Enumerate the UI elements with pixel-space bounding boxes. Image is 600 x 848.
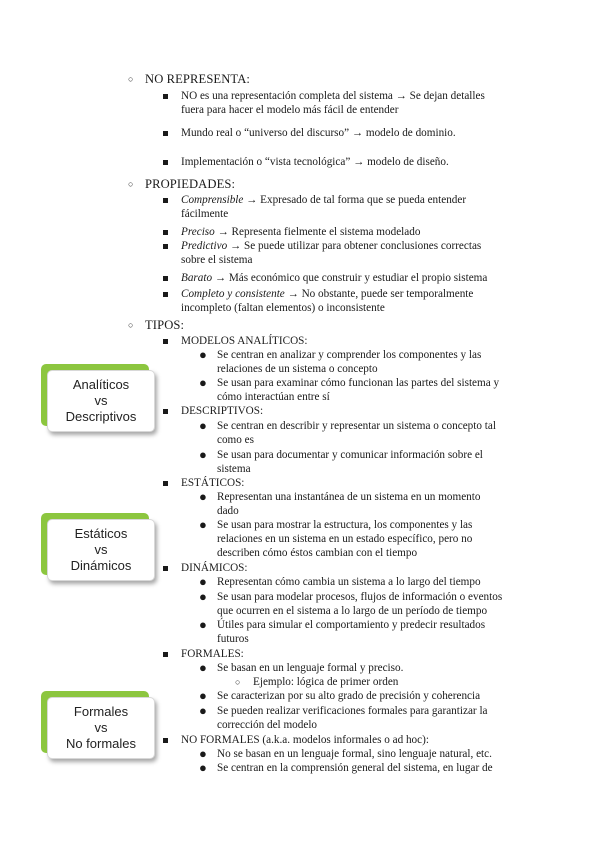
square-bullet-icon [163,481,168,486]
subsection-heading-descriptivos: DESCRIPTIVOS: [181,405,264,417]
list-item-cont: corrección del modelo [217,719,318,731]
property-term: Barato [181,272,213,284]
dot-bullet-icon: ● [199,489,207,504]
sub-list-item: Ejemplo: lógica de primer orden [253,676,399,688]
list-item-cont: cómo interactúan entre sí [217,391,330,403]
list-item-cont: relaciones de un sistema o concepto [217,363,378,375]
square-bullet-icon [163,292,168,297]
property-desc: → Expresado de tal forma que se pueda entender [243,194,467,206]
list-item-cont: que ocurren en el sistema a lo largo de un período de tiempo [217,605,488,617]
callout-line: Estáticos [74,526,128,541]
list-item: Se basan en un lenguaje formal y preciso. [217,662,404,674]
property-term: Comprensible [181,194,244,206]
dot-bullet-icon: ● [199,617,207,632]
list-item-cont: dado [217,505,239,517]
callout-line: vs [94,542,108,557]
property-desc: → Más económico que construir y estudiar el propio sistema [212,272,488,284]
list-item: Se usan para mostrar la estructura, los componentes y las [217,519,473,531]
dot-bullet-icon: ● [199,574,207,589]
list-item: Se usan para documentar y comunicar información sobre el [217,449,483,461]
list-item: Mundo real o “universo del discurso” → modelo de dominio. [181,127,456,139]
subsection-heading-estaticos: ESTÁTICOS: [181,477,245,489]
subsection-heading-analiticos: MODELOS ANALÍTICOS: [181,335,308,347]
callout-line: No formales [65,736,137,751]
square-bullet-icon [163,339,168,344]
list-item: Se caracterizan por su alto grado de precisión y coherencia [217,690,481,702]
dot-bullet-icon: ● [199,347,207,362]
list-item [181,225,420,239]
square-bullet-icon [163,94,168,99]
square-bullet-icon [163,738,168,743]
callout-line: Descriptivos [65,409,137,424]
list-item-cont: sobre el sistema [181,254,253,266]
property-desc: → Representa fielmente el sistema modelado [214,226,421,238]
list-item: Se centran en analizar y comprender los componentes y las [217,349,482,361]
dot-bullet-icon: ● [199,418,207,433]
callout-line: Analíticos [72,377,130,392]
callout-estaticos-vs-dinamicos [47,519,155,581]
list-item [181,239,481,253]
list-item-cont: como es [217,434,254,446]
list-item-cont: fácilmente [181,208,229,220]
square-bullet-icon [163,276,168,281]
list-item-cont: relaciones en un sistema en un estado específico, pero no [217,533,473,545]
subsection-heading-dinamicos: DINÁMICOS: [181,562,248,574]
list-item [181,193,466,207]
square-bullet-icon [163,230,168,235]
dot-bullet-icon: ● [199,688,207,703]
square-bullet-icon [163,566,168,571]
dot-bullet-icon: ● [199,660,207,675]
list-item: Implementación o “vista tecnológica” → modelo de diseño. [181,156,449,168]
list-item-cont: fuera para hacer el modelo más fácil de entender [181,104,399,116]
list-item [181,287,473,301]
property-desc: → Se puede utilizar para obtener conclusiones correctas [227,240,482,252]
circle-bullet-icon: ○ [235,677,241,687]
dot-bullet-icon: ● [199,517,207,532]
list-item: NO es una representación completa del sistema → Se dejan detalles [181,90,485,102]
callout-line: Dinámicos [70,558,132,573]
square-bullet-icon [163,244,168,249]
list-item: Se centran en describir y representar un sistema o concepto tal [217,420,496,432]
dot-bullet-icon: ● [199,760,207,775]
callout-analiticos-vs-descriptivos [47,370,155,432]
section-heading-tipos: TIPOS: [145,318,185,332]
list-item: Se centran en la comprensión general del sistema, en lugar de [217,762,493,774]
list-item-cont: describen cómo éstos cambian con el tiempo [217,547,418,559]
list-item-cont: sistema [217,463,251,475]
property-desc: → No obstante, puede ser temporalmente [284,288,474,300]
callout-line: vs [94,720,108,735]
square-bullet-icon [163,409,168,414]
square-bullet-icon [163,198,168,203]
section-heading-no-representa: NO REPRESENTA: [145,72,250,86]
dot-bullet-icon: ● [199,703,207,718]
list-item-cont: futuros [217,633,249,645]
list-item: Representan cómo cambia un sistema a lo largo del tiempo [217,576,481,588]
circle-bullet-icon: ○ [128,74,134,84]
list-item: Representan una instantánea de un sistema en un momento [217,491,481,503]
subsection-heading-no-formales: NO FORMALES (a.k.a. modelos informales o ad hoc): [181,734,429,746]
callout-formales-vs-no-formales [47,697,155,759]
circle-bullet-icon: ○ [128,320,134,330]
list-item: Útiles para simular el comportamiento y predecir resultados [217,619,486,631]
square-bullet-icon [163,131,168,136]
callout-line: vs [94,393,108,408]
dot-bullet-icon: ● [199,746,207,761]
list-item: Se usan para modelar procesos, flujos de información o eventos [217,591,503,603]
dot-bullet-icon: ● [199,375,207,390]
list-item [181,271,487,285]
list-item-cont: incompleto (faltan elementos) o inconsistente [181,302,385,314]
dot-bullet-icon: ● [199,447,207,462]
subsection-heading-formales: FORMALES: [181,648,244,660]
list-item: No se basan en un lenguaje formal, sino lenguaje natural, etc. [217,748,492,760]
dot-bullet-icon: ● [199,589,207,604]
list-item: Se usan para examinar cómo funcionan las partes del sistema y [217,377,500,389]
circle-bullet-icon: ○ [128,179,134,189]
callout-line: Formales [73,704,129,719]
section-heading-propiedades: PROPIEDADES: [145,177,236,191]
property-term: Predictivo [181,240,228,252]
property-term: Preciso [181,226,215,238]
property-term: Completo y consistente [181,288,285,300]
square-bullet-icon [163,160,168,165]
list-item: Se pueden realizar verificaciones formales para garantizar la [217,705,488,717]
square-bullet-icon [163,652,168,657]
